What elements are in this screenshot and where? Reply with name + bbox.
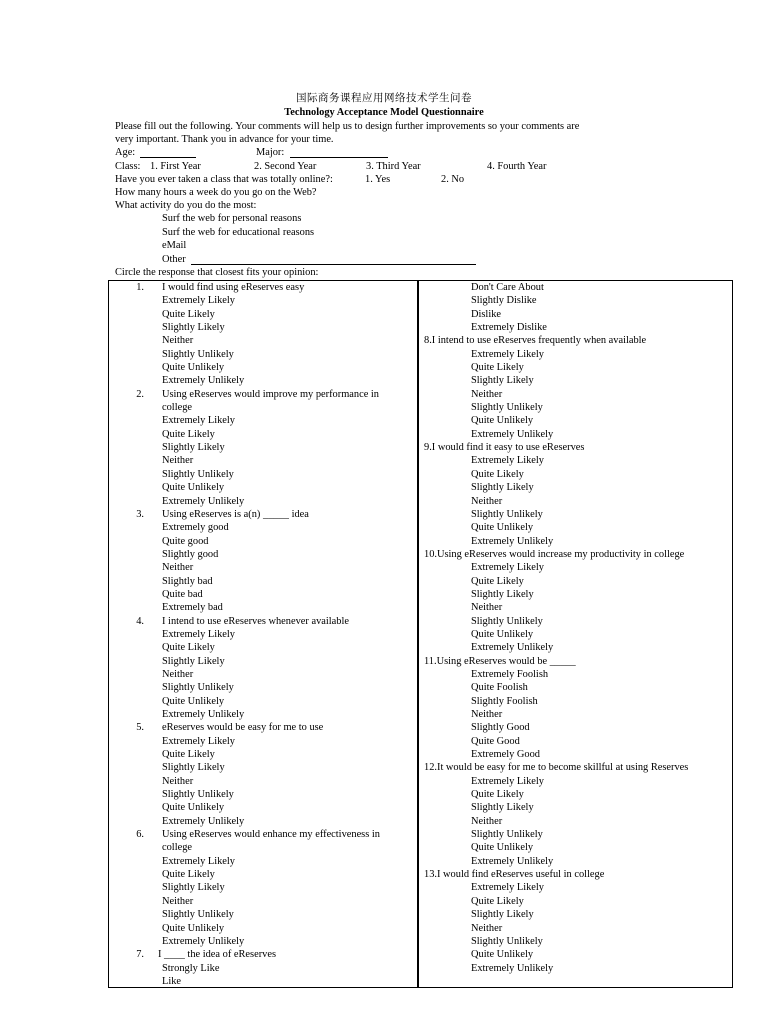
response-option[interactable]: Slightly Foolish [471, 695, 538, 707]
response-option[interactable]: Neither [471, 922, 503, 934]
response-option[interactable]: Quite Unlikely [162, 362, 225, 374]
response-option[interactable]: Quite Likely [162, 749, 215, 761]
response-option-row [419, 428, 733, 441]
response-option[interactable]: Neither [471, 495, 503, 507]
response-option[interactable]: Quite Likely [162, 642, 215, 654]
response-option[interactable]: Extremely Likely [471, 348, 544, 360]
question-row [419, 868, 733, 881]
response-option-row [419, 374, 733, 387]
response-option[interactable]: Extremely Unlikely [471, 535, 554, 547]
response-option-row [419, 855, 733, 868]
question-number: 2. [136, 388, 144, 400]
document-title: Technology Acceptance Model Questionnaire [284, 107, 484, 118]
response-option-row [108, 868, 417, 881]
question-row [419, 441, 733, 454]
response-option-row [108, 454, 417, 467]
response-option-row [419, 348, 733, 361]
response-option[interactable]: Slightly Likely [471, 909, 534, 921]
response-option[interactable]: Extremely Likely [162, 735, 235, 747]
response-option[interactable]: Extremely Unlikely [162, 375, 245, 387]
response-option[interactable]: Quite Unlikely [471, 842, 534, 854]
response-option[interactable]: Quite Foolish [471, 682, 528, 694]
response-option-row [419, 481, 733, 494]
question-number: 4. [136, 615, 144, 627]
response-option-row [108, 881, 417, 894]
question-text: 10.Using eReserves would increase my productivity in college [424, 548, 685, 560]
response-option-row [419, 908, 733, 921]
response-option[interactable]: Extremely Likely [471, 562, 544, 574]
class-option-2[interactable]: 2. Second Year [254, 161, 317, 172]
response-option-row [108, 308, 417, 321]
response-option-row [419, 881, 733, 894]
response-option-row [108, 481, 417, 494]
response-option-row [419, 388, 733, 401]
response-option-row [108, 708, 417, 721]
response-option[interactable]: Neither [162, 335, 194, 347]
response-option[interactable]: Extremely Unlikely [162, 709, 245, 720]
age-blank[interactable] [140, 147, 196, 158]
response-option[interactable]: Quite Unlikely [471, 415, 534, 427]
response-option[interactable]: Slightly Likely [471, 375, 534, 387]
response-option[interactable]: Extremely Likely [471, 455, 544, 467]
response-option[interactable]: college [162, 842, 192, 854]
response-option-row [419, 401, 733, 414]
response-option[interactable]: Neither [162, 668, 194, 680]
response-option-row [419, 561, 733, 574]
response-option[interactable]: Neither [471, 388, 503, 400]
response-option[interactable]: Neither [471, 709, 503, 720]
response-option-row [419, 695, 733, 708]
response-option-row [419, 681, 733, 694]
response-option[interactable]: Quite good [162, 535, 209, 547]
response-option-row [108, 935, 417, 948]
response-option-row [419, 641, 733, 654]
age-label: Age: [115, 147, 136, 158]
response-option-row [419, 521, 733, 534]
response-option-row [108, 788, 417, 801]
response-option[interactable]: Slightly Unlikely [471, 508, 543, 520]
question-row [108, 615, 417, 628]
response-option-row [419, 668, 733, 681]
response-option[interactable]: Neither [162, 895, 194, 907]
question-text: 11.Using eReserves would be _____ [424, 655, 576, 667]
response-option[interactable]: Slightly Unlikely [471, 935, 543, 947]
response-option[interactable]: Slightly Unlikely [471, 402, 543, 414]
response-option-row [108, 748, 417, 761]
response-option[interactable]: Extremely Likely [471, 775, 544, 787]
response-option[interactable]: Quite Likely [471, 575, 524, 587]
response-option[interactable]: Extremely Unlikely [471, 855, 554, 867]
response-option-row [108, 495, 417, 508]
response-option[interactable]: Slightly Likely [162, 655, 225, 667]
response-option[interactable]: Quite Likely [471, 468, 524, 480]
response-option-row [108, 628, 417, 641]
hours-question: How many hours a week do you go on the Web? [115, 187, 317, 198]
response-option[interactable]: Slightly Likely [471, 802, 534, 814]
response-option-row [419, 922, 733, 935]
response-option-row [108, 361, 417, 374]
intro-line-1: Please fill out the following. Your comments will help us to design further improvements so your comments are [115, 121, 580, 132]
response-option-row [419, 615, 733, 628]
response-option-row [108, 441, 417, 454]
class-option-3[interactable]: 3. Third Year [366, 161, 421, 172]
response-option-row [419, 962, 733, 975]
response-option[interactable]: Extremely Good [471, 749, 540, 761]
response-option-row [419, 628, 733, 641]
question-row [108, 508, 417, 521]
response-option-row [419, 308, 733, 321]
questions-right-column [419, 281, 733, 975]
response-option[interactable]: Extremely Unlikely [162, 935, 245, 947]
response-option[interactable]: Slightly Unlikely [162, 909, 234, 921]
response-option-row [419, 775, 733, 788]
activity-option-educational[interactable]: Surf the web for educational reasons [162, 227, 315, 238]
response-option-row [419, 895, 733, 908]
response-option-row [108, 695, 417, 708]
response-option[interactable]: Slightly Unlikely [162, 468, 234, 480]
response-option-row [108, 548, 417, 561]
response-option[interactable]: Like [162, 975, 182, 987]
question-text: eReserves would be easy for me to use [162, 722, 324, 734]
response-option-row [108, 348, 417, 361]
response-option-row [419, 721, 733, 734]
response-option-row [419, 321, 733, 334]
response-option-row [419, 294, 733, 307]
question-text: Using eReserves is a(n) _____ idea [162, 508, 309, 520]
response-option-row [108, 895, 417, 908]
response-option[interactable]: Extremely Likely [162, 855, 235, 867]
response-option-row [419, 828, 733, 841]
question-number: 3. [136, 508, 144, 520]
question-row [108, 828, 417, 841]
question-row [419, 655, 733, 668]
class-option-1[interactable]: 1. First Year [150, 161, 201, 172]
response-option-row [108, 468, 417, 481]
response-option-row [108, 321, 417, 334]
response-option[interactable]: Slightly bad [162, 575, 213, 587]
response-option[interactable]: Extremely Likely [162, 295, 235, 307]
response-option-row [108, 575, 417, 588]
response-option[interactable]: Slightly Unlikely [162, 682, 234, 694]
response-option-row [419, 361, 733, 374]
online-question: Have you ever taken a class that was totally online?: [115, 174, 333, 185]
online-no-option[interactable]: 2. No [441, 174, 465, 185]
question-text: 9.I would find it easy to use eReserves [424, 442, 585, 454]
response-option-row [419, 588, 733, 601]
response-option[interactable]: Slightly Likely [162, 442, 225, 454]
question-text: Using eReserves would enhance my effectiveness in [162, 829, 380, 841]
response-option[interactable]: Don't Care About [471, 282, 544, 293]
activity-option-email[interactable]: eMail [162, 240, 187, 251]
response-option[interactable]: Slightly Likely [162, 882, 225, 894]
chinese-title: 国际商务课程应用网络技术学生问卷 [296, 93, 472, 104]
response-option-row [108, 334, 417, 347]
response-option-row [419, 935, 733, 948]
question-text: 13.I would find eReserves useful in college [424, 869, 605, 881]
questions-left-column [108, 281, 417, 988]
class-label: Class: [115, 161, 141, 172]
response-option-row [108, 735, 417, 748]
response-option-row [419, 748, 733, 761]
response-option[interactable]: Extremely Dislike [471, 322, 547, 334]
response-option[interactable]: Extremely Likely [471, 882, 544, 894]
response-option[interactable]: Quite Likely [471, 362, 524, 374]
response-option-row [108, 535, 417, 548]
major-blank[interactable] [290, 147, 388, 158]
response-option[interactable]: Quite Unlikely [162, 802, 225, 814]
response-option-row [108, 801, 417, 814]
question-number: 1. [136, 282, 144, 293]
response-option[interactable]: Neither [471, 602, 503, 614]
response-option-row [108, 414, 417, 427]
response-option-row [108, 775, 417, 788]
response-option[interactable]: Quite Good [471, 735, 520, 747]
question-row [108, 721, 417, 734]
response-option-row [108, 561, 417, 574]
response-option[interactable]: Slightly good [162, 548, 219, 560]
response-option[interactable]: Slightly Likely [471, 482, 534, 494]
response-option-row [419, 575, 733, 588]
response-option-row [108, 761, 417, 774]
response-option-row [419, 948, 733, 961]
question-row [419, 761, 733, 774]
response-option-row [108, 975, 417, 988]
response-option-row [419, 815, 733, 828]
response-option[interactable]: Quite Likely [162, 308, 215, 320]
response-option-row [419, 535, 733, 548]
question-text: I intend to use eReserves whenever available [162, 615, 349, 627]
other-blank[interactable] [191, 254, 476, 265]
response-option-row [419, 801, 733, 814]
activity-question: What activity do you do the most: [115, 200, 257, 211]
response-option[interactable]: Extremely Unlikely [162, 815, 245, 827]
response-option[interactable]: Extremely Foolish [471, 668, 549, 680]
response-option[interactable]: Quite Unlikely [162, 482, 225, 494]
response-option[interactable]: Slightly Unlikely [162, 348, 234, 360]
response-option[interactable]: Quite Unlikely [162, 695, 225, 707]
response-option-row [419, 841, 733, 854]
response-option[interactable]: Extremely Unlikely [471, 962, 554, 974]
question-number: 7. [136, 949, 144, 961]
online-yes-option[interactable]: 1. Yes [365, 174, 391, 185]
response-option-row [419, 454, 733, 467]
response-option-row [108, 641, 417, 654]
question-row [108, 281, 417, 294]
response-option[interactable]: Slightly Good [471, 722, 530, 734]
response-option-row [419, 735, 733, 748]
response-option-row [108, 374, 417, 387]
response-option[interactable]: Neither [471, 815, 503, 827]
response-option-row [419, 708, 733, 721]
response-option[interactable]: Slightly Unlikely [162, 789, 234, 801]
response-option[interactable]: Quite Likely [471, 895, 524, 907]
response-option[interactable]: Quite Unlikely [162, 922, 225, 934]
response-option[interactable]: Slightly Likely [471, 588, 534, 600]
response-option[interactable]: Extremely Unlikely [162, 495, 245, 507]
response-option[interactable]: Strongly Like [162, 962, 220, 974]
response-option-row [108, 588, 417, 601]
response-option-row [419, 468, 733, 481]
response-option-row [108, 815, 417, 828]
intro-line-2: very important. Thank you in advance for your time. [115, 134, 334, 145]
response-option-row [108, 428, 417, 441]
response-option-row [108, 681, 417, 694]
circle-instruction: Circle the response that closest fits your opinion: [115, 267, 319, 278]
response-option[interactable]: college [162, 402, 192, 414]
response-option[interactable]: Neither [162, 455, 194, 467]
class-option-4[interactable]: 4. Fourth Year [487, 161, 547, 172]
question-text: 8.I intend to use eReserves frequently when available [424, 335, 647, 347]
response-option-row [108, 908, 417, 921]
response-option[interactable]: Extremely Unlikely [471, 642, 554, 654]
response-option[interactable]: Neither [162, 562, 194, 574]
response-option-row [108, 841, 417, 854]
question-number: 5. [136, 722, 144, 734]
response-option[interactable]: Extremely bad [162, 602, 223, 614]
response-option-row [108, 521, 417, 534]
question-row [108, 388, 417, 401]
response-option-row [108, 294, 417, 307]
response-option[interactable]: Slightly Likely [162, 762, 225, 774]
response-option[interactable]: Extremely Likely [162, 415, 235, 427]
question-row [419, 548, 733, 561]
response-option-row [108, 401, 417, 414]
response-option[interactable]: Quite bad [162, 588, 203, 600]
response-option[interactable]: Dislike [471, 308, 502, 320]
response-option[interactable]: Quite Likely [162, 428, 215, 440]
response-option-row [419, 508, 733, 521]
response-option-row [108, 855, 417, 868]
response-option-row [419, 495, 733, 508]
response-option-row [108, 655, 417, 668]
activity-option-personal[interactable]: Surf the web for personal reasons [162, 213, 302, 224]
response-option[interactable]: Quite Unlikely [471, 949, 534, 961]
question-text: I would find using eReserves easy [162, 282, 305, 293]
question-text: I ____ the idea of eReserves [158, 949, 277, 961]
response-option[interactable]: Quite Unlikely [471, 628, 534, 640]
response-option[interactable]: Quite Unlikely [471, 522, 534, 534]
response-option-row [108, 601, 417, 614]
response-option[interactable]: Extremely Unlikely [471, 428, 554, 440]
response-option[interactable]: Neither [162, 775, 194, 787]
question-row [108, 948, 417, 961]
response-option[interactable]: Quite Likely [162, 869, 215, 881]
response-option[interactable]: Extremely good [162, 522, 229, 534]
response-option[interactable]: Slightly Likely [162, 322, 225, 334]
response-option[interactable]: Slightly Dislike [471, 295, 537, 307]
response-option[interactable]: Extremely Likely [162, 628, 235, 640]
response-option-row [108, 962, 417, 975]
response-option-row [108, 922, 417, 935]
response-option-row [419, 788, 733, 801]
response-option-row [419, 281, 733, 294]
question-text: Using eReserves would improve my performance in [162, 388, 379, 400]
response-option-row [419, 601, 733, 614]
major-label: Major: [256, 147, 285, 158]
response-option[interactable]: Quite Likely [471, 789, 524, 801]
question-text: 12.It would be easy for me to become skillful at using Reserves [424, 762, 689, 774]
activity-option-other[interactable]: Other [162, 254, 186, 265]
response-option-row [419, 414, 733, 427]
response-option[interactable]: Slightly Unlikely [471, 829, 543, 841]
question-number: 6. [136, 829, 144, 841]
question-row [419, 334, 733, 347]
response-option-row [108, 668, 417, 681]
response-option[interactable]: Slightly Unlikely [471, 615, 543, 627]
